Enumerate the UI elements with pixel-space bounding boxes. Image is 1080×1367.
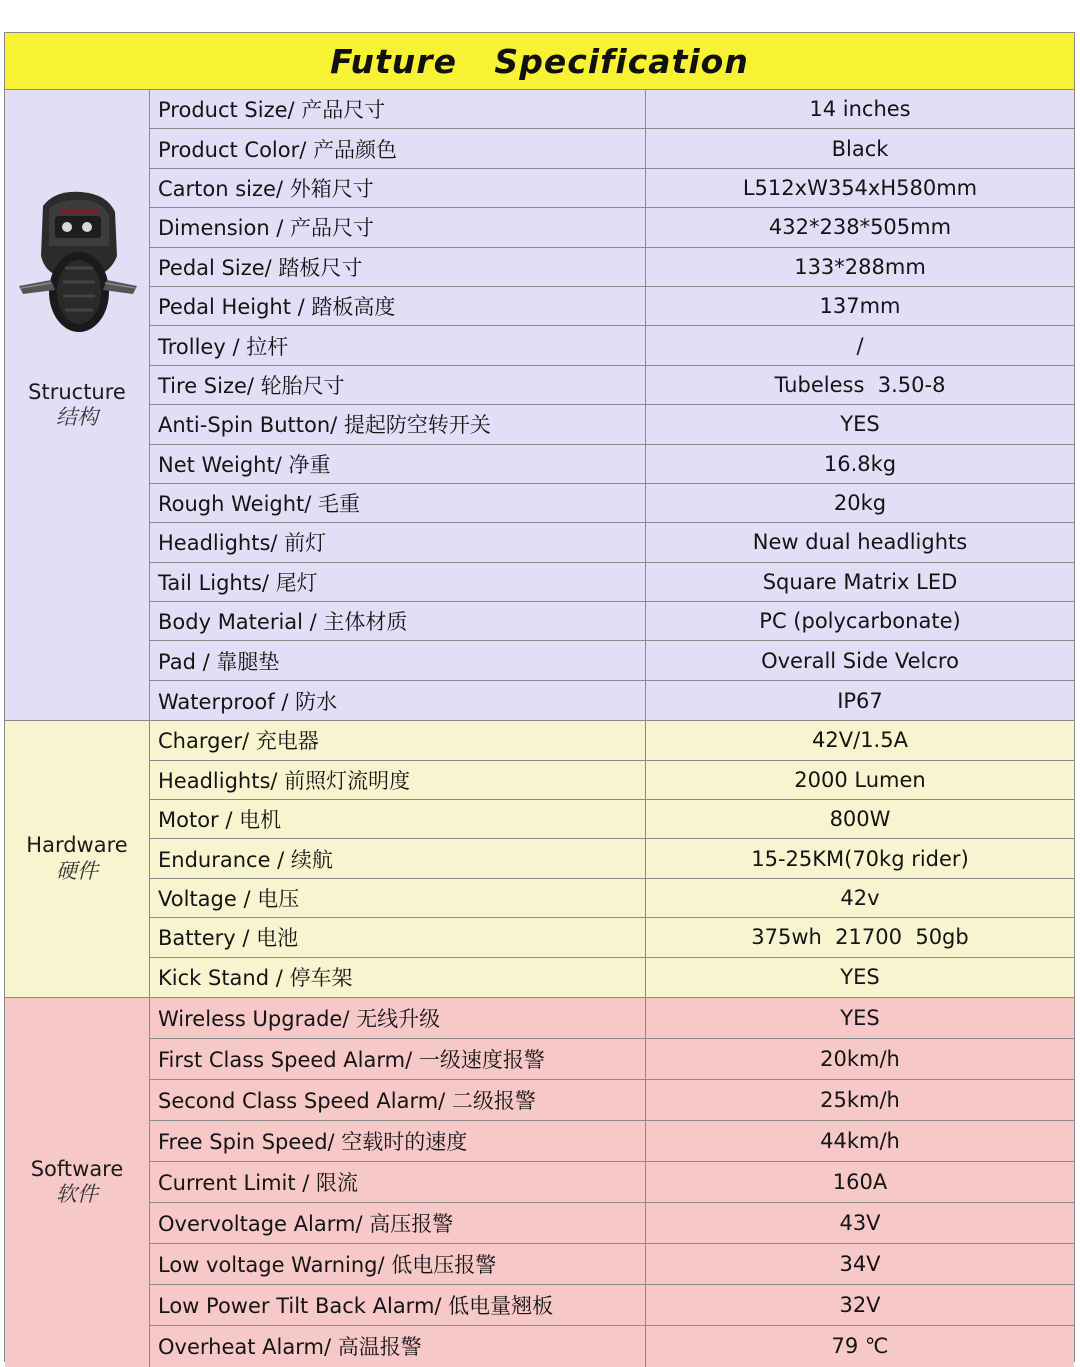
structure-rows: [150, 90, 1074, 720]
spec-value: 25km/h: [820, 1087, 900, 1112]
spec-row: [150, 248, 1074, 287]
software-rows: [150, 998, 1074, 1367]
spec-row: [150, 445, 1074, 484]
spec-key: Trolley / 拉杆: [150, 326, 646, 364]
spec-row: [150, 563, 1074, 602]
spec-row: [150, 129, 1074, 168]
spec-key: Pedal Size/ 踏板尺寸: [150, 248, 646, 286]
spec-row: [150, 1326, 1074, 1367]
spec-value: 16.8kg: [823, 451, 897, 476]
spec-key: Body Material / 主体材质: [150, 602, 646, 640]
spec-value: /: [856, 333, 864, 358]
spec-value: 32V: [839, 1292, 881, 1317]
spec-key: Product Size/ 产品尺寸: [150, 90, 646, 128]
spec-key: Second Class Speed Alarm/ 二级报警: [150, 1080, 646, 1120]
spec-value: 42V/1.5A: [812, 728, 908, 753]
spec-row: [150, 641, 1074, 680]
section-label-zh: 硬件: [56, 858, 98, 883]
spec-value: 43V: [839, 1210, 881, 1235]
spec-row: [150, 208, 1074, 247]
section-label-software: [5, 998, 150, 1367]
spec-value: PC (polycarbonate): [759, 609, 961, 634]
spec-value: 15-25KM(70kg rider): [751, 846, 969, 871]
spec-row: [150, 366, 1074, 405]
spec-row: [150, 839, 1074, 878]
spec-row: [150, 484, 1074, 523]
spec-row: [150, 169, 1074, 208]
spec-key: Free Spin Speed/ 空载时的速度: [150, 1121, 646, 1161]
spec-row: [150, 958, 1074, 997]
spec-row: [150, 1285, 1074, 1326]
spec-row: [150, 681, 1074, 720]
spec-row: [150, 918, 1074, 957]
spec-key: Overvoltage Alarm/ 高压报警: [150, 1203, 646, 1243]
spec-value: IP67: [837, 688, 883, 713]
spec-key: Voltage / 电压: [150, 879, 646, 917]
spec-row: [150, 1244, 1074, 1285]
spec-row: [150, 879, 1074, 918]
spec-key: Waterproof / 防水: [150, 681, 646, 720]
section-label-hardware: [5, 721, 150, 997]
spec-key: Low Power Tilt Back Alarm/ 低电量翘板: [150, 1285, 646, 1325]
spec-value: YES: [840, 1005, 880, 1030]
section-structure: [5, 90, 1074, 721]
spec-row: [150, 1039, 1074, 1080]
spec-value: 79 ℃: [831, 1334, 889, 1359]
spec-key: Rough Weight/ 毛重: [150, 484, 646, 522]
spec-key: Motor / 电机: [150, 800, 646, 838]
spec-value: 133*288mm: [794, 254, 926, 279]
spec-row: [150, 761, 1074, 800]
spec-row: [150, 998, 1074, 1039]
spec-value: Black: [831, 136, 889, 161]
spec-key: Product Color/ 产品颜色: [150, 129, 646, 167]
spec-value: 42v: [840, 886, 880, 910]
spec-value: Tubeless 3.50-8: [774, 372, 946, 397]
spec-key: Charger/ 充电器: [150, 721, 646, 759]
spec-sheet: [4, 32, 1075, 1362]
section-label-zh: 软件: [56, 1181, 98, 1206]
spec-value: 14 inches: [809, 97, 911, 122]
spec-key: Pad / 靠腿垫: [150, 641, 646, 679]
spec-key: Current Limit / 限流: [150, 1162, 646, 1202]
spec-value: 160A: [832, 1169, 888, 1194]
spec-row: [150, 287, 1074, 326]
spec-value: 34V: [839, 1251, 881, 1276]
spec-row: [150, 1203, 1074, 1244]
spec-value: 800W: [829, 807, 891, 832]
section-label-zh: 结构: [56, 405, 98, 430]
spec-row: [150, 602, 1074, 641]
spec-row: [150, 405, 1074, 444]
spec-value: 2000 Lumen: [794, 767, 926, 792]
spec-value: 137mm: [819, 294, 901, 319]
spec-value: 375wh 21700 50gb: [751, 925, 969, 950]
spec-key: Headlights/ 前照灯流明度: [150, 761, 646, 799]
section-hardware: [5, 721, 1074, 998]
spec-row: [150, 326, 1074, 365]
spec-row: [150, 523, 1074, 562]
spec-value: 20km/h: [820, 1046, 900, 1071]
spec-value: Overall Side Velcro: [761, 648, 959, 673]
spec-key: Dimension / 产品尺寸: [150, 208, 646, 246]
spec-row: [150, 1080, 1074, 1121]
spec-row: [150, 1121, 1074, 1162]
spec-key: Tire Size/ 轮胎尺寸: [150, 366, 646, 404]
spec-key: Anti-Spin Button/ 提起防空转开关: [150, 405, 646, 443]
spec-key: Pedal Height / 踏板高度: [150, 287, 646, 325]
spec-key: Net Weight/ 净重: [150, 445, 646, 483]
section-label-en: Hardware: [26, 833, 128, 858]
page-title: Future Specification: [330, 41, 749, 81]
spec-value: 432*238*505mm: [768, 215, 952, 240]
spec-value: YES: [840, 412, 880, 437]
spec-key: Overheat Alarm/ 高温报警: [150, 1326, 646, 1367]
spec-value: Square Matrix LED: [762, 569, 958, 594]
electric-unicycle-image: [15, 186, 139, 336]
spec-value: YES: [840, 965, 880, 990]
spec-key: Battery / 电池: [150, 918, 646, 956]
section-software: [5, 998, 1074, 1367]
section-label-en: Structure: [28, 380, 126, 404]
spec-value: New dual headlights: [752, 530, 968, 555]
spec-key: Headlights/ 前灯: [150, 523, 646, 561]
spec-row: [150, 800, 1074, 839]
spec-row: [150, 721, 1074, 760]
spec-value: 20kg: [833, 491, 887, 516]
spec-key: Tail Lights/ 尾灯: [150, 563, 646, 601]
spec-key: First Class Speed Alarm/ 一级速度报警: [150, 1039, 646, 1079]
spec-value: 44km/h: [820, 1128, 900, 1153]
title-bar: [5, 33, 1074, 90]
spec-value: L512xW354xH580mm: [742, 175, 978, 200]
spec-key: Wireless Upgrade/ 无线升级: [150, 998, 646, 1038]
spec-key: Low voltage Warning/ 低电压报警: [150, 1244, 646, 1284]
spec-key: Kick Stand / 停车架: [150, 958, 646, 997]
spec-row: [150, 1162, 1074, 1203]
spec-row: [150, 90, 1074, 129]
spec-key: Endurance / 续航: [150, 839, 646, 877]
spec-key: Carton size/ 外箱尺寸: [150, 169, 646, 207]
hardware-rows: [150, 721, 1074, 997]
section-label-structure: [5, 90, 150, 720]
section-label-en: Software: [30, 1156, 124, 1181]
